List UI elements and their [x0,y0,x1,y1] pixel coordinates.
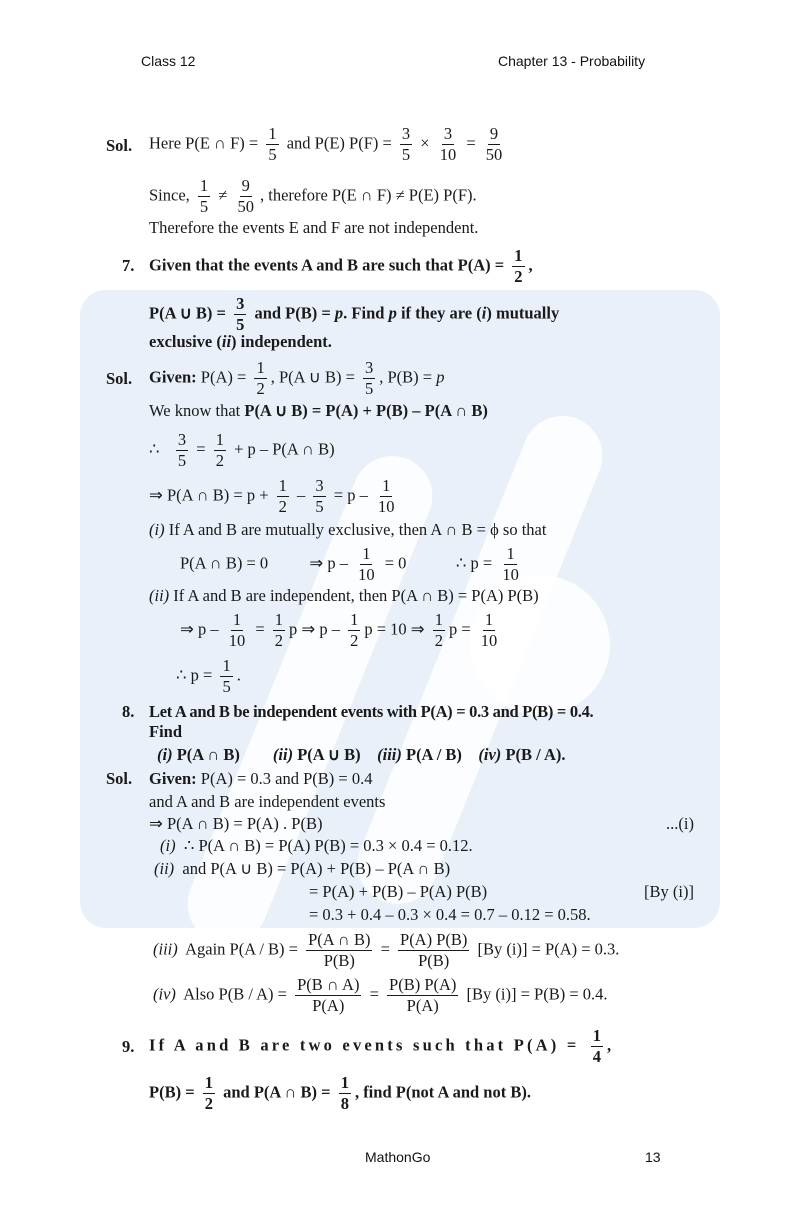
sol7-case-i-calc: P(A ∩ B) = 0 ⇒ p – $\frac{1}{10}$ = 0 ∴ p = $\frac{1}{10}$ [180,544,519,584]
equation-ref: [By (i)] [644,882,694,901]
q8-part-iii: (iii) P(A / B) [377,745,462,764]
footer-brand: MathonGo [365,1149,431,1165]
q8-parts [157,745,565,765]
fraction: $\frac{3}{10}$ [439,124,457,164]
text: Given that the events A and B are such that P(A) = [149,255,505,275]
sol8-line8: (iii) Again P(A / B) = $\frac{P(A \cap B)}{P(B)}$ = $\frac{P(A) P(B)}{P(B)}$ [By (i)] = P(A) = 0.3. [153,930,620,970]
fraction: $\frac{1}{5}$ [268,124,277,164]
sol8-line2: and A and B are independent events [149,792,386,811]
text: Since, [149,185,190,205]
sol7-result: ∴ p = $\frac{1}{5}$ . [176,656,241,696]
q9-line2: P(B) = $\frac{1}{2}$ and P(A ∩ B) = $\frac{1}{8}$ , find P(not A and not B). [149,1073,531,1113]
fraction: $\frac{1}{8}$ [340,1073,349,1113]
fraction: $\frac{9}{50}$ [237,176,254,216]
fraction: $\frac{1}{2}$ [204,1073,213,1113]
sol7-know: We know that P(A ∪ B) = P(A) + P(B) – P(A ∩ B) [149,401,488,420]
text: , therefore P(E ∩ F) ≠ P(E) P(F). [259,185,477,205]
fraction: $\frac{1}{2}$ [514,246,523,286]
fraction: $\frac{3}{5}$ [236,294,245,334]
text: Here P(E ∩ F) = [149,133,259,153]
sol7-therefore: ∴ $\frac{3}{5}$ = $\frac{1}{2}$ + p – P(A ∩ B) [149,430,335,470]
q8-line1: Let A and B be independent events with P(A) = 0.3 and P(B) = 0.4. [149,702,594,721]
fraction: $\frac{1}{2}$ [215,430,224,470]
q8-part-iv: (iv) P(B / A). [478,745,566,764]
q8-line2: Find [149,722,183,741]
fraction: $\frac{3}{5}$ [177,430,187,470]
sol8-line3: ⇒ P(A ∩ B) = P(A) . P(B) [149,814,323,833]
fraction: $\frac{P(A \cap B)}{P(B)}$ [308,930,371,970]
page-number: 13 [645,1149,661,1165]
q8-part-i: (i) P(A ∩ B) [157,745,240,764]
fraction: $\frac{1}{10}$ [377,476,395,516]
question-number: 8. [122,702,135,721]
sol-label: Sol. [106,136,133,155]
sol7-case-ii-calc: ⇒ p – $\frac{1}{10}$ = $\frac{1}{2}$ p ⇒ p – $\frac{1}{2}$ p = 10 ⇒ $\frac{1}{2}$ p = $\frac{1}{10}$ [180,610,498,650]
q8-part-ii: (ii) P(A ∪ B) [272,745,361,764]
fraction: $\frac{1}{4}$ [592,1026,601,1066]
fraction: $\frac{P(B) P(A)}{P(A)}$ [389,975,457,1015]
fraction: $\frac{1}{5}$ [199,176,209,216]
fraction: $\frac{1}{10}$ [358,544,375,584]
q9-line1: If A and B are two events such that P(A) = $\frac{1}{4}$ , [149,1026,615,1066]
fraction: $\frac{1}{2}$ [274,610,284,650]
text: and P(E) P(F) = [286,133,392,153]
fraction: $\frac{3}{5}$ [315,476,324,516]
sol7-implies: ⇒ P(A ∩ B) = p + $\frac{1}{2}$ – $\frac{3}{5}$ = p – $\frac{1}{10}$ [149,476,395,516]
fraction: $\frac{1}{2}$ [434,610,443,650]
q7-line2: P(A ∪ B) = $\frac{3}{5}$ and P(B) = p. Find p if they are (i) mutually [149,294,560,334]
question-number: 9. [122,1037,135,1056]
times-symbol: × [420,133,430,153]
sol7-given: Given: P(A) = $\frac{1}{2}$ , P(A ∪ B) = $\frac{3}{5}$ , P(B) = p [149,358,445,398]
question-number: 7. [122,256,135,275]
sol8-line6: = P(A) + P(B) – P(A) P(B) [309,882,488,901]
sol8-given: Given: P(A) = 0.3 and P(B) = 0.4 [149,769,373,788]
sol6-line3: Therefore the events E and F are not independent. [149,218,479,237]
fraction: $\frac{1}{10}$ [480,610,498,650]
fraction: $\frac{1}{5}$ [222,656,231,696]
fraction: $\frac{1}{2}$ [256,358,265,398]
sol8-line7: = 0.3 + 0.4 – 0.3 × 0.4 = 0.7 – 0.12 = 0.58. [309,905,591,924]
q7-line3: exclusive (ii) independent. [149,332,332,351]
fraction: $\frac{P(A) P(B)}{P(B)}$ [400,930,468,970]
fraction: $\frac{1}{10}$ [502,544,519,584]
sol-label: Sol. [106,769,133,788]
fraction: $\frac{3}{5}$ [401,124,411,164]
fraction: $\frac{P(B \cap A)}{P(A)}$ [297,975,360,1015]
not-equal-symbol: ≠ [218,185,228,205]
sol6-line1 [149,124,508,165]
q7-line1: Given that the events A and B are such that P(A) = $\frac{1}{2}$ , [149,246,533,286]
fraction: $\frac{1}{10}$ [228,610,246,650]
sol7-case-ii: (ii) If A and B are independent, then P(A ∩ B) = P(A) P(B) [149,586,539,605]
equation-ref: ...(i) [666,814,694,833]
header-chapter: Chapter 13 - Probability [498,53,646,69]
equals-symbol: = [466,133,476,153]
sol8-line9: (iv) Also P(B / A) = $\frac{P(B \cap A)}{P(A)}$ = $\frac{P(B) P(A)}{P(A)}$ [By (i)] = P(B) = 0.4. [153,975,608,1015]
sol-label: Sol. [106,369,133,388]
fraction: $\frac{3}{5}$ [365,358,374,398]
sol8-line4: (i) ∴ P(A ∩ B) = P(A) P(B) = 0.3 × 0.4 = 0.12. [160,836,473,855]
sol7-case-i: (i) If A and B are mutually exclusive, then A ∩ B = ϕ so that [149,520,547,539]
fraction: $\frac{9}{50}$ [485,124,503,164]
header-class: Class 12 [141,53,196,69]
fraction: $\frac{1}{2}$ [278,476,287,516]
text: P(A ∪ B) = [149,303,226,323]
sol8-line5: (ii) and P(A ∪ B) = P(A) + P(B) – P(A ∩ B) [154,859,451,878]
sol6-line2 [149,176,477,217]
fraction: $\frac{1}{2}$ [350,610,359,650]
